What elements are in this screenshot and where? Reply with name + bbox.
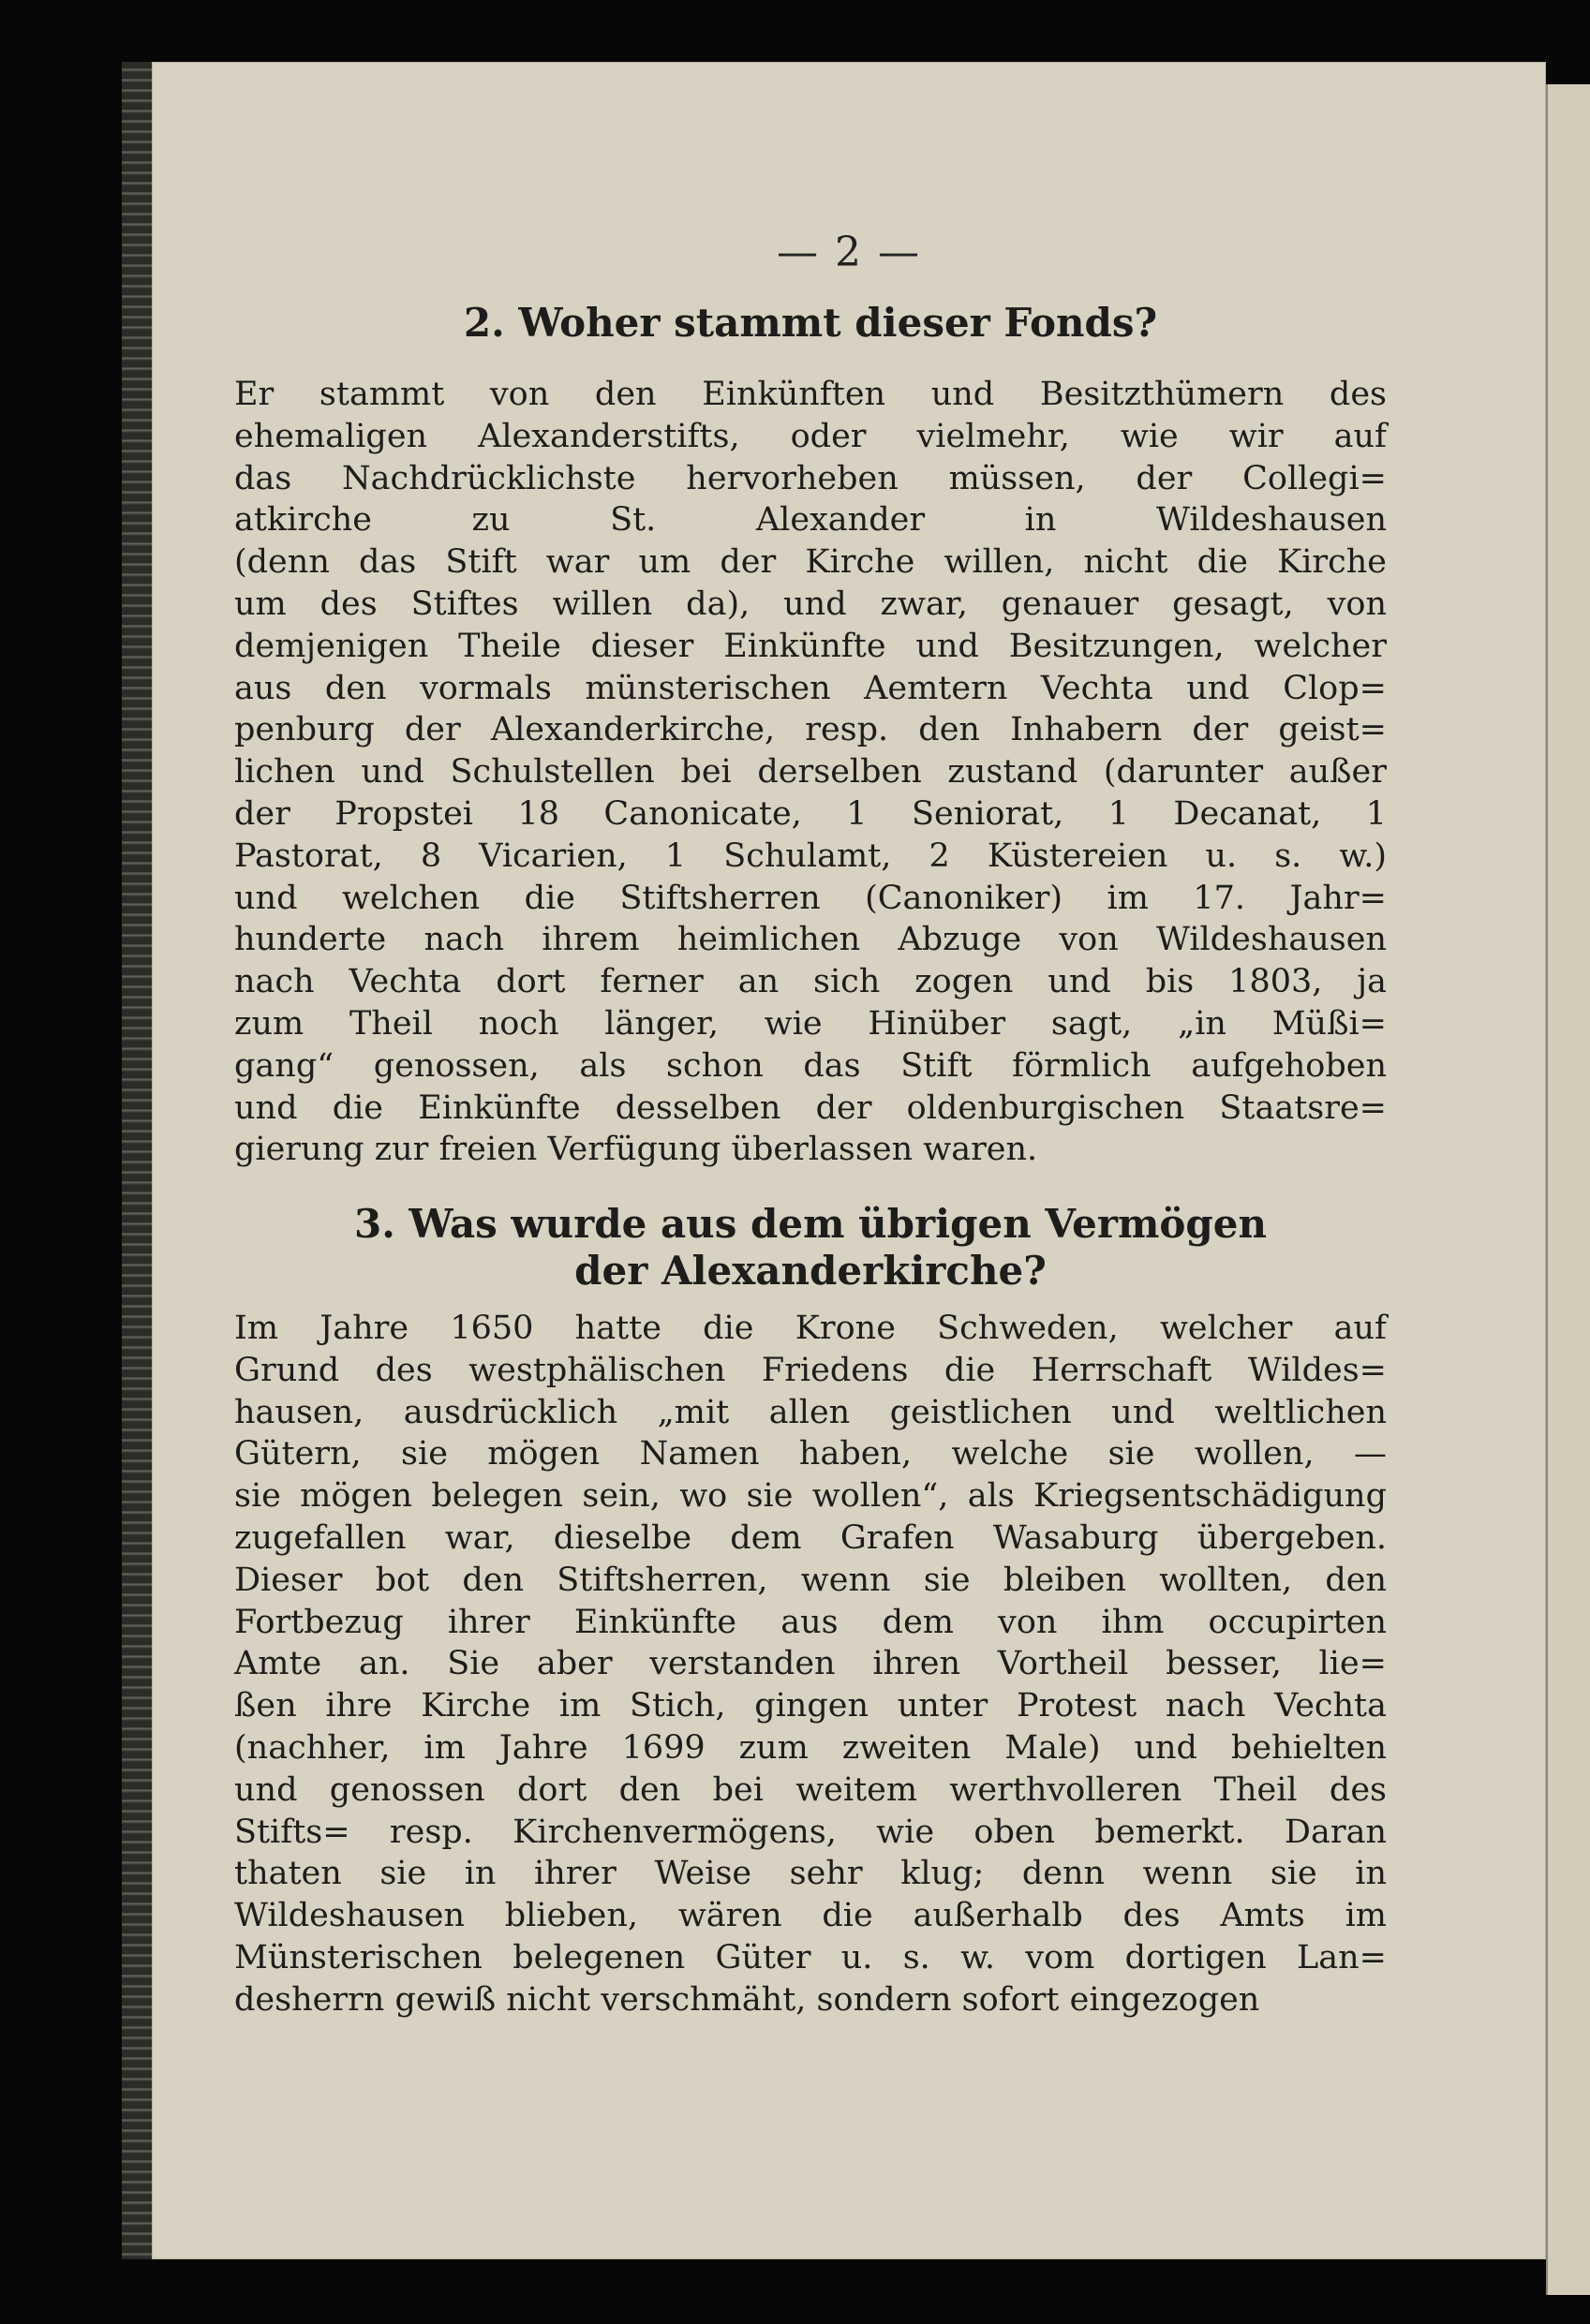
text-line: Im Jahre 1650 hatte die Krone Schweden, welcher auf bbox=[234, 1310, 1387, 1347]
text-line: penburg der Alexanderkirche, resp. den Inhabern der geist= bbox=[234, 711, 1387, 749]
text-line: Er stammt von den Einkünften und Besitzthümern des bbox=[234, 376, 1387, 413]
text-line: nach Vechta dort ferner an sich zogen und bis 1803, ja bbox=[234, 963, 1387, 1001]
text-line: hausen, ausdrücklich „mit allen geistlichen und weltlichen bbox=[234, 1393, 1387, 1431]
text-line: das Nachdrücklichste hervorheben müssen, der Collegi= bbox=[234, 459, 1387, 497]
text-line: aus den vormals münsterischen Aemtern Vechta und Clop= bbox=[234, 669, 1387, 707]
text-line: und genossen dort den bei weitem werthvolleren Theil des bbox=[234, 1770, 1387, 1809]
facing-page-edge bbox=[1546, 84, 1590, 2295]
text-line: (denn das Stift war um der Kirche willen, nicht die Kirche bbox=[234, 543, 1387, 582]
text-line: Grund des westphälischen Friedens die Herrschaft Wildes= bbox=[234, 1351, 1387, 1389]
section-2-body bbox=[234, 374, 1387, 1171]
text-line: Stifts= resp. Kirchenvermögens, wie oben bemerkt. Daran bbox=[234, 1813, 1387, 1851]
text-line: thaten sie in ihrer Weise sehr klug; denn wenn sie in bbox=[234, 1855, 1387, 1893]
text-line: und welchen die Stiftsherren (Canoniker) im 17. Jahr= bbox=[234, 879, 1387, 917]
text-line: atkirche zu St. Alexander in Wildeshausen bbox=[234, 501, 1387, 540]
text-line: und die Einkünfte desselben der oldenburgischen Staatsre= bbox=[234, 1088, 1387, 1127]
text-line: demjenigen Theile dieser Einkünfte und Besitzungen, welcher bbox=[234, 627, 1387, 665]
text-line: hunderte nach ihrem heimlichen Abzuge von Wildeshausen bbox=[234, 921, 1387, 959]
section-2-heading-block bbox=[234, 300, 1387, 347]
text-line: Amte an. Sie aber verstanden ihren Vortheil besser, lie= bbox=[234, 1645, 1387, 1683]
text-line: Wildeshausen blieben, wären die außerhalb des Amts im bbox=[234, 1897, 1387, 1935]
text-line: (nachher, im Jahre 1699 zum zweiten Male) und behielten bbox=[234, 1728, 1387, 1767]
section-3-heading-block bbox=[234, 1201, 1387, 1295]
book-binding bbox=[122, 62, 154, 2259]
text-line: zum Theil noch länger, wie Hinüber sagt, „in Müßi= bbox=[234, 1004, 1387, 1043]
section-3-body bbox=[234, 1308, 1387, 2021]
section-3-heading-continued: der Alexanderkirche? bbox=[574, 1248, 1047, 1294]
text-line: Dieser bot den Stiftsherren, wenn sie bleiben wollten, den bbox=[234, 1561, 1387, 1599]
text-line: ßen ihre Kirche im Stich, gingen unter Protest nach Vechta bbox=[234, 1687, 1387, 1725]
text-line: ehemaligen Alexanderstifts, oder vielmehr, wie wir auf bbox=[234, 417, 1387, 455]
section-3-heading: 3. Was wurde aus dem übrigen Vermögen bbox=[353, 1201, 1268, 1247]
page-number: — 2 — bbox=[777, 229, 921, 276]
section-2-heading: 2. Woher stammt dieser Fonds? bbox=[463, 300, 1158, 346]
text-line: gierung zur freien Verfügung überlassen waren. bbox=[234, 1131, 1038, 1169]
text-line: um des Stiftes willen da), und zwar, genauer gesagt, von bbox=[234, 585, 1387, 623]
text-line: desherrn gewiß nicht verschmäht, sondern sofort eingezogen bbox=[234, 1980, 1260, 2019]
text-line: sie mögen belegen sein, wo sie wollen“, als Kriegsentschädigung bbox=[234, 1477, 1387, 1516]
text-line: der Propstei 18 Canonicate, 1 Seniorat, 1 Decanat, 1 bbox=[234, 794, 1387, 833]
text-line: zugefallen war, dieselbe dem Grafen Wasaburg übergeben. bbox=[234, 1518, 1387, 1557]
text-line: Pastorat, 8 Vicarien, 1 Schulamt, 2 Küstereien u. s. w.) bbox=[234, 836, 1387, 875]
text-line: lichen und Schulstellen bei derselben zustand (darunter außer bbox=[234, 753, 1387, 792]
text-line: gang“ genossen, als schon das Stift förmlich aufgehoben bbox=[234, 1046, 1387, 1085]
text-line: Münsterischen belegenen Güter u. s. w. vom dortigen Lan= bbox=[234, 1938, 1387, 1976]
text-line: Gütern, sie mögen Namen haben, welche sie wollen, — bbox=[234, 1435, 1387, 1473]
text-line: Fortbezug ihrer Einkünfte aus dem von ihm occupirten bbox=[234, 1603, 1387, 1641]
